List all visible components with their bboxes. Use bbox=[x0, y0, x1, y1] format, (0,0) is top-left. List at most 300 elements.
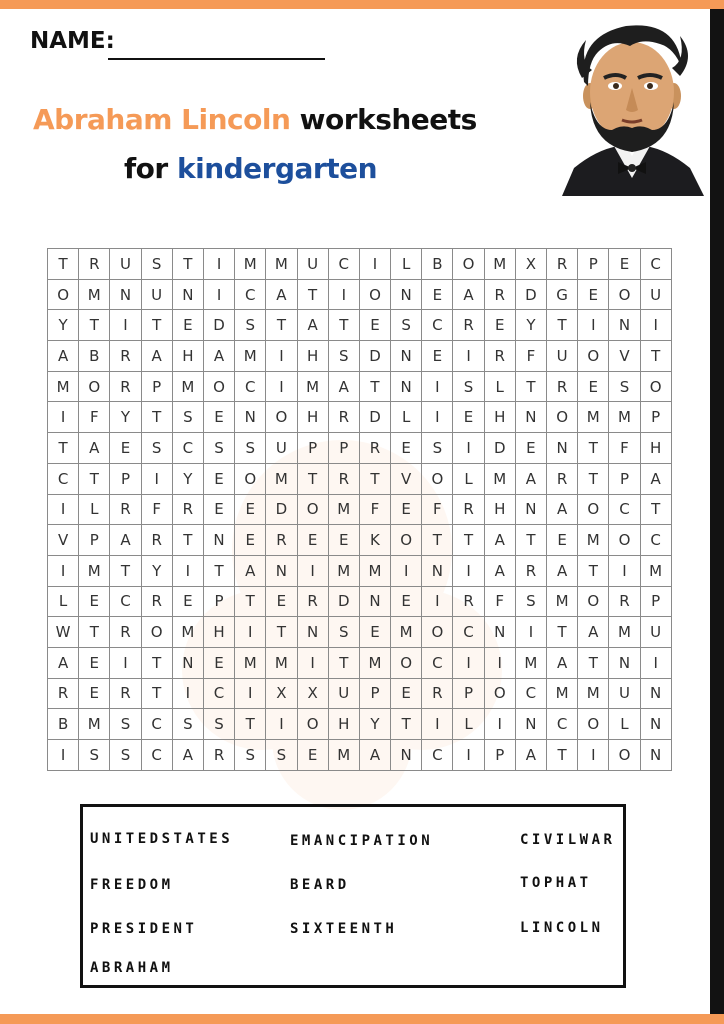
grid-cell[interactable]: M bbox=[547, 586, 578, 617]
grid-cell[interactable]: T bbox=[172, 525, 203, 556]
grid-cell[interactable]: U bbox=[640, 617, 671, 648]
grid-cell[interactable]: P bbox=[203, 586, 234, 617]
grid-cell[interactable]: E bbox=[203, 402, 234, 433]
grid-cell[interactable]: A bbox=[328, 371, 359, 402]
grid-cell[interactable]: F bbox=[515, 341, 546, 372]
grid-cell[interactable]: N bbox=[640, 740, 671, 771]
grid-cell[interactable]: X bbox=[515, 249, 546, 280]
grid-cell[interactable]: A bbox=[547, 647, 578, 678]
grid-cell[interactable]: T bbox=[578, 647, 609, 678]
grid-cell[interactable]: T bbox=[266, 310, 297, 341]
grid-cell[interactable]: R bbox=[110, 371, 141, 402]
grid-cell[interactable]: I bbox=[640, 310, 671, 341]
grid-cell[interactable]: O bbox=[547, 402, 578, 433]
grid-cell[interactable]: R bbox=[110, 678, 141, 709]
grid-cell[interactable]: O bbox=[609, 525, 640, 556]
grid-cell[interactable]: I bbox=[453, 740, 484, 771]
grid-cell[interactable]: P bbox=[141, 371, 172, 402]
grid-cell[interactable]: I bbox=[422, 709, 453, 740]
grid-cell[interactable]: T bbox=[578, 463, 609, 494]
grid-cell[interactable]: H bbox=[640, 433, 671, 464]
grid-cell[interactable]: I bbox=[172, 555, 203, 586]
grid-cell[interactable]: I bbox=[266, 341, 297, 372]
grid-cell[interactable]: E bbox=[297, 740, 328, 771]
grid-cell[interactable]: T bbox=[328, 310, 359, 341]
grid-cell[interactable]: P bbox=[640, 402, 671, 433]
grid-cell[interactable]: E bbox=[79, 647, 110, 678]
grid-cell[interactable]: T bbox=[79, 617, 110, 648]
grid-cell[interactable]: P bbox=[110, 463, 141, 494]
grid-cell[interactable]: I bbox=[609, 555, 640, 586]
grid-cell[interactable]: N bbox=[515, 709, 546, 740]
grid-cell[interactable]: M bbox=[266, 647, 297, 678]
grid-cell[interactable]: I bbox=[578, 310, 609, 341]
grid-cell[interactable]: G bbox=[547, 279, 578, 310]
grid-cell[interactable]: C bbox=[547, 709, 578, 740]
grid-cell[interactable]: E bbox=[266, 586, 297, 617]
grid-cell[interactable]: R bbox=[110, 341, 141, 372]
grid-cell[interactable]: I bbox=[235, 617, 266, 648]
grid-cell[interactable]: E bbox=[297, 525, 328, 556]
grid-cell[interactable]: M bbox=[359, 647, 390, 678]
grid-cell[interactable]: P bbox=[297, 433, 328, 464]
grid-cell[interactable]: N bbox=[609, 647, 640, 678]
grid-cell[interactable]: P bbox=[79, 525, 110, 556]
grid-cell[interactable]: I bbox=[328, 279, 359, 310]
grid-cell[interactable]: M bbox=[297, 371, 328, 402]
grid-cell[interactable]: M bbox=[328, 555, 359, 586]
grid-cell[interactable]: N bbox=[266, 555, 297, 586]
grid-cell[interactable]: H bbox=[484, 494, 515, 525]
grid-cell[interactable]: U bbox=[328, 678, 359, 709]
grid-cell[interactable]: C bbox=[515, 678, 546, 709]
grid-cell[interactable]: S bbox=[328, 341, 359, 372]
grid-cell[interactable]: S bbox=[141, 433, 172, 464]
grid-cell[interactable]: A bbox=[578, 617, 609, 648]
grid-cell[interactable]: N bbox=[640, 709, 671, 740]
grid-cell[interactable]: P bbox=[328, 433, 359, 464]
grid-cell[interactable]: R bbox=[141, 525, 172, 556]
grid-cell[interactable]: M bbox=[266, 463, 297, 494]
grid-cell[interactable]: T bbox=[79, 310, 110, 341]
grid-cell[interactable]: S bbox=[110, 740, 141, 771]
grid-cell[interactable]: S bbox=[328, 617, 359, 648]
grid-cell[interactable]: O bbox=[391, 647, 422, 678]
grid-cell[interactable]: I bbox=[422, 402, 453, 433]
grid-cell[interactable]: R bbox=[484, 279, 515, 310]
grid-cell[interactable]: U bbox=[297, 249, 328, 280]
grid-cell[interactable]: D bbox=[515, 279, 546, 310]
grid-cell[interactable]: Y bbox=[110, 402, 141, 433]
grid-cell[interactable]: A bbox=[235, 555, 266, 586]
grid-cell[interactable]: F bbox=[609, 433, 640, 464]
grid-cell[interactable]: M bbox=[328, 740, 359, 771]
grid-cell[interactable]: I bbox=[422, 371, 453, 402]
grid-cell[interactable]: N bbox=[515, 402, 546, 433]
grid-cell[interactable]: I bbox=[422, 586, 453, 617]
grid-cell[interactable]: I bbox=[297, 647, 328, 678]
grid-cell[interactable]: F bbox=[484, 586, 515, 617]
grid-cell[interactable]: S bbox=[609, 371, 640, 402]
grid-cell[interactable]: T bbox=[203, 555, 234, 586]
grid-cell[interactable]: B bbox=[422, 249, 453, 280]
grid-cell[interactable]: L bbox=[453, 463, 484, 494]
grid-cell[interactable]: N bbox=[110, 279, 141, 310]
grid-cell[interactable]: M bbox=[515, 647, 546, 678]
grid-cell[interactable]: I bbox=[235, 678, 266, 709]
grid-cell[interactable]: E bbox=[609, 249, 640, 280]
grid-cell[interactable]: A bbox=[547, 555, 578, 586]
grid-cell[interactable]: S bbox=[110, 709, 141, 740]
grid-cell[interactable]: X bbox=[297, 678, 328, 709]
grid-cell[interactable]: C bbox=[609, 494, 640, 525]
grid-cell[interactable]: T bbox=[110, 555, 141, 586]
grid-cell[interactable]: I bbox=[453, 647, 484, 678]
grid-cell[interactable]: R bbox=[172, 494, 203, 525]
grid-cell[interactable]: N bbox=[172, 279, 203, 310]
grid-cell[interactable]: N bbox=[391, 341, 422, 372]
grid-cell[interactable]: C bbox=[640, 249, 671, 280]
grid-cell[interactable]: A bbox=[515, 463, 546, 494]
grid-cell[interactable]: D bbox=[328, 586, 359, 617]
grid-cell[interactable]: R bbox=[110, 617, 141, 648]
grid-cell[interactable]: E bbox=[422, 341, 453, 372]
grid-cell[interactable]: A bbox=[297, 310, 328, 341]
grid-cell[interactable]: A bbox=[172, 740, 203, 771]
grid-cell[interactable]: E bbox=[578, 279, 609, 310]
grid-cell[interactable]: T bbox=[79, 463, 110, 494]
grid-cell[interactable]: R bbox=[359, 433, 390, 464]
grid-cell[interactable]: T bbox=[515, 371, 546, 402]
grid-cell[interactable]: K bbox=[359, 525, 390, 556]
grid-cell[interactable]: T bbox=[328, 647, 359, 678]
grid-cell[interactable]: M bbox=[172, 617, 203, 648]
grid-cell[interactable]: R bbox=[328, 402, 359, 433]
grid-cell[interactable]: A bbox=[48, 647, 79, 678]
grid-cell[interactable]: L bbox=[391, 249, 422, 280]
grid-cell[interactable]: A bbox=[48, 341, 79, 372]
grid-cell[interactable]: M bbox=[266, 249, 297, 280]
grid-cell[interactable]: D bbox=[203, 310, 234, 341]
grid-cell[interactable]: S bbox=[391, 310, 422, 341]
grid-cell[interactable]: M bbox=[48, 371, 79, 402]
grid-cell[interactable]: S bbox=[266, 740, 297, 771]
grid-cell[interactable]: C bbox=[110, 586, 141, 617]
grid-cell[interactable]: T bbox=[48, 249, 79, 280]
grid-cell[interactable]: F bbox=[141, 494, 172, 525]
grid-cell[interactable]: I bbox=[515, 617, 546, 648]
grid-cell[interactable]: I bbox=[110, 647, 141, 678]
grid-cell[interactable]: E bbox=[547, 525, 578, 556]
grid-cell[interactable]: S bbox=[172, 402, 203, 433]
grid-cell[interactable]: O bbox=[297, 709, 328, 740]
grid-cell[interactable]: T bbox=[359, 463, 390, 494]
grid-cell[interactable]: A bbox=[110, 525, 141, 556]
grid-cell[interactable]: T bbox=[578, 555, 609, 586]
grid-cell[interactable]: I bbox=[172, 678, 203, 709]
grid-cell[interactable]: R bbox=[453, 494, 484, 525]
grid-cell[interactable]: T bbox=[141, 678, 172, 709]
grid-cell[interactable]: R bbox=[515, 555, 546, 586]
grid-cell[interactable]: U bbox=[547, 341, 578, 372]
grid-cell[interactable]: H bbox=[328, 709, 359, 740]
grid-cell[interactable]: O bbox=[640, 371, 671, 402]
grid-cell[interactable]: I bbox=[48, 494, 79, 525]
grid-cell[interactable]: O bbox=[453, 249, 484, 280]
grid-cell[interactable]: S bbox=[203, 709, 234, 740]
grid-cell[interactable]: A bbox=[640, 463, 671, 494]
grid-cell[interactable]: R bbox=[453, 310, 484, 341]
grid-cell[interactable]: O bbox=[422, 463, 453, 494]
grid-cell[interactable]: S bbox=[453, 371, 484, 402]
grid-cell[interactable]: T bbox=[391, 709, 422, 740]
grid-cell[interactable]: B bbox=[79, 341, 110, 372]
grid-cell[interactable]: E bbox=[79, 586, 110, 617]
grid-cell[interactable]: M bbox=[578, 402, 609, 433]
grid-cell[interactable]: C bbox=[235, 371, 266, 402]
grid-cell[interactable]: E bbox=[328, 525, 359, 556]
grid-cell[interactable]: P bbox=[484, 740, 515, 771]
grid-cell[interactable]: I bbox=[48, 402, 79, 433]
grid-cell[interactable]: S bbox=[422, 433, 453, 464]
grid-cell[interactable]: C bbox=[640, 525, 671, 556]
grid-cell[interactable]: C bbox=[453, 617, 484, 648]
grid-cell[interactable]: B bbox=[48, 709, 79, 740]
grid-cell[interactable]: P bbox=[578, 249, 609, 280]
grid-cell[interactable]: F bbox=[359, 494, 390, 525]
grid-cell[interactable]: S bbox=[141, 249, 172, 280]
grid-cell[interactable]: A bbox=[266, 279, 297, 310]
grid-cell[interactable]: N bbox=[515, 494, 546, 525]
grid-cell[interactable]: O bbox=[609, 740, 640, 771]
grid-cell[interactable]: I bbox=[110, 310, 141, 341]
grid-cell[interactable]: O bbox=[578, 586, 609, 617]
grid-cell[interactable]: U bbox=[609, 678, 640, 709]
grid-cell[interactable]: T bbox=[578, 433, 609, 464]
grid-cell[interactable]: N bbox=[297, 617, 328, 648]
grid-cell[interactable]: I bbox=[453, 555, 484, 586]
grid-cell[interactable]: L bbox=[391, 402, 422, 433]
grid-cell[interactable]: E bbox=[359, 617, 390, 648]
grid-cell[interactable]: M bbox=[79, 279, 110, 310]
grid-cell[interactable]: O bbox=[578, 709, 609, 740]
grid-cell[interactable]: T bbox=[48, 433, 79, 464]
grid-cell[interactable]: T bbox=[547, 310, 578, 341]
grid-cell[interactable]: R bbox=[141, 586, 172, 617]
grid-cell[interactable]: M bbox=[609, 617, 640, 648]
grid-cell[interactable]: M bbox=[328, 494, 359, 525]
grid-cell[interactable]: O bbox=[422, 617, 453, 648]
grid-cell[interactable]: O bbox=[609, 279, 640, 310]
grid-cell[interactable]: L bbox=[48, 586, 79, 617]
grid-cell[interactable]: M bbox=[640, 555, 671, 586]
grid-cell[interactable]: M bbox=[235, 341, 266, 372]
grid-cell[interactable]: M bbox=[547, 678, 578, 709]
grid-cell[interactable]: I bbox=[578, 740, 609, 771]
grid-cell[interactable]: N bbox=[484, 617, 515, 648]
grid-cell[interactable]: O bbox=[235, 463, 266, 494]
grid-cell[interactable]: L bbox=[453, 709, 484, 740]
grid-cell[interactable]: I bbox=[484, 647, 515, 678]
grid-cell[interactable]: S bbox=[172, 709, 203, 740]
grid-cell[interactable]: A bbox=[484, 525, 515, 556]
grid-cell[interactable]: M bbox=[172, 371, 203, 402]
grid-cell[interactable]: E bbox=[172, 586, 203, 617]
grid-cell[interactable]: O bbox=[359, 279, 390, 310]
grid-cell[interactable]: S bbox=[203, 433, 234, 464]
grid-cell[interactable]: C bbox=[328, 249, 359, 280]
grid-cell[interactable]: O bbox=[48, 279, 79, 310]
grid-cell[interactable]: I bbox=[203, 249, 234, 280]
grid-cell[interactable]: R bbox=[609, 586, 640, 617]
grid-cell[interactable]: M bbox=[391, 617, 422, 648]
grid-cell[interactable]: X bbox=[266, 678, 297, 709]
grid-cell[interactable]: P bbox=[359, 678, 390, 709]
grid-cell[interactable]: Y bbox=[515, 310, 546, 341]
grid-cell[interactable]: U bbox=[640, 279, 671, 310]
grid-cell[interactable]: O bbox=[297, 494, 328, 525]
grid-cell[interactable]: C bbox=[172, 433, 203, 464]
grid-cell[interactable]: E bbox=[172, 310, 203, 341]
grid-cell[interactable]: I bbox=[141, 463, 172, 494]
grid-cell[interactable]: M bbox=[79, 709, 110, 740]
grid-cell[interactable]: M bbox=[609, 402, 640, 433]
grid-cell[interactable]: P bbox=[609, 463, 640, 494]
grid-cell[interactable]: I bbox=[266, 709, 297, 740]
grid-cell[interactable]: R bbox=[422, 678, 453, 709]
grid-cell[interactable]: Y bbox=[359, 709, 390, 740]
grid-cell[interactable]: M bbox=[484, 463, 515, 494]
grid-cell[interactable]: O bbox=[266, 402, 297, 433]
grid-cell[interactable]: U bbox=[141, 279, 172, 310]
grid-cell[interactable]: Y bbox=[172, 463, 203, 494]
grid-cell[interactable]: P bbox=[453, 678, 484, 709]
grid-cell[interactable]: E bbox=[391, 433, 422, 464]
grid-cell[interactable]: A bbox=[203, 341, 234, 372]
grid-cell[interactable]: E bbox=[359, 310, 390, 341]
grid-cell[interactable]: M bbox=[79, 555, 110, 586]
grid-cell[interactable]: C bbox=[422, 647, 453, 678]
grid-cell[interactable]: D bbox=[484, 433, 515, 464]
grid-cell[interactable]: T bbox=[266, 617, 297, 648]
grid-cell[interactable]: A bbox=[453, 279, 484, 310]
grid-cell[interactable]: V bbox=[609, 341, 640, 372]
grid-cell[interactable]: I bbox=[453, 433, 484, 464]
grid-cell[interactable]: R bbox=[328, 463, 359, 494]
grid-cell[interactable]: M bbox=[578, 525, 609, 556]
grid-cell[interactable]: E bbox=[422, 279, 453, 310]
grid-cell[interactable]: E bbox=[235, 494, 266, 525]
grid-cell[interactable]: O bbox=[578, 341, 609, 372]
grid-cell[interactable]: Y bbox=[48, 310, 79, 341]
grid-cell[interactable]: C bbox=[203, 678, 234, 709]
grid-cell[interactable]: A bbox=[547, 494, 578, 525]
grid-cell[interactable]: L bbox=[609, 709, 640, 740]
grid-cell[interactable]: E bbox=[578, 371, 609, 402]
grid-cell[interactable]: M bbox=[235, 249, 266, 280]
grid-cell[interactable]: H bbox=[172, 341, 203, 372]
grid-cell[interactable]: R bbox=[110, 494, 141, 525]
grid-cell[interactable]: R bbox=[48, 678, 79, 709]
grid-cell[interactable]: E bbox=[235, 525, 266, 556]
grid-cell[interactable]: L bbox=[79, 494, 110, 525]
grid-cell[interactable]: O bbox=[141, 617, 172, 648]
grid-cell[interactable]: R bbox=[547, 371, 578, 402]
grid-cell[interactable]: N bbox=[547, 433, 578, 464]
grid-cell[interactable]: F bbox=[422, 494, 453, 525]
grid-cell[interactable]: N bbox=[422, 555, 453, 586]
grid-cell[interactable]: O bbox=[79, 371, 110, 402]
grid-cell[interactable]: H bbox=[484, 402, 515, 433]
grid-cell[interactable]: E bbox=[515, 433, 546, 464]
grid-cell[interactable]: R bbox=[547, 463, 578, 494]
grid-cell[interactable]: C bbox=[235, 279, 266, 310]
grid-cell[interactable]: M bbox=[484, 249, 515, 280]
grid-cell[interactable]: O bbox=[391, 525, 422, 556]
grid-cell[interactable]: M bbox=[235, 647, 266, 678]
grid-cell[interactable]: T bbox=[515, 525, 546, 556]
grid-cell[interactable]: D bbox=[266, 494, 297, 525]
grid-cell[interactable]: T bbox=[640, 494, 671, 525]
grid-cell[interactable]: T bbox=[297, 463, 328, 494]
name-write-line[interactable] bbox=[108, 58, 325, 60]
grid-cell[interactable]: T bbox=[359, 371, 390, 402]
grid-cell[interactable]: N bbox=[172, 647, 203, 678]
grid-cell[interactable]: R bbox=[453, 586, 484, 617]
grid-cell[interactable]: D bbox=[359, 402, 390, 433]
grid-cell[interactable]: R bbox=[547, 249, 578, 280]
grid-cell[interactable]: E bbox=[110, 433, 141, 464]
grid-cell[interactable]: A bbox=[141, 341, 172, 372]
grid-cell[interactable]: N bbox=[391, 371, 422, 402]
grid-cell[interactable]: A bbox=[515, 740, 546, 771]
grid-cell[interactable]: W bbox=[48, 617, 79, 648]
grid-cell[interactable]: I bbox=[203, 279, 234, 310]
grid-cell[interactable]: P bbox=[640, 586, 671, 617]
grid-cell[interactable]: C bbox=[422, 740, 453, 771]
grid-cell[interactable]: N bbox=[359, 586, 390, 617]
grid-cell[interactable]: I bbox=[266, 371, 297, 402]
grid-cell[interactable]: A bbox=[79, 433, 110, 464]
grid-cell[interactable]: R bbox=[266, 525, 297, 556]
grid-cell[interactable]: L bbox=[484, 371, 515, 402]
grid-cell[interactable]: O bbox=[484, 678, 515, 709]
grid-cell[interactable]: I bbox=[391, 555, 422, 586]
grid-cell[interactable]: T bbox=[172, 249, 203, 280]
grid-cell[interactable]: T bbox=[235, 709, 266, 740]
grid-cell[interactable]: M bbox=[359, 555, 390, 586]
grid-cell[interactable]: C bbox=[48, 463, 79, 494]
grid-cell[interactable]: U bbox=[266, 433, 297, 464]
grid-cell[interactable]: I bbox=[48, 555, 79, 586]
grid-cell[interactable]: U bbox=[110, 249, 141, 280]
grid-cell[interactable]: N bbox=[609, 310, 640, 341]
grid-cell[interactable]: V bbox=[48, 525, 79, 556]
grid-cell[interactable]: E bbox=[391, 678, 422, 709]
grid-cell[interactable]: T bbox=[297, 279, 328, 310]
grid-cell[interactable]: T bbox=[235, 586, 266, 617]
grid-cell[interactable]: R bbox=[79, 249, 110, 280]
grid-cell[interactable]: D bbox=[359, 341, 390, 372]
grid-cell[interactable]: R bbox=[297, 586, 328, 617]
grid-cell[interactable]: T bbox=[640, 341, 671, 372]
grid-cell[interactable]: C bbox=[141, 740, 172, 771]
grid-cell[interactable]: C bbox=[422, 310, 453, 341]
grid-cell[interactable]: T bbox=[547, 617, 578, 648]
grid-cell[interactable]: S bbox=[235, 740, 266, 771]
grid-cell[interactable]: T bbox=[141, 647, 172, 678]
grid-cell[interactable]: S bbox=[235, 433, 266, 464]
